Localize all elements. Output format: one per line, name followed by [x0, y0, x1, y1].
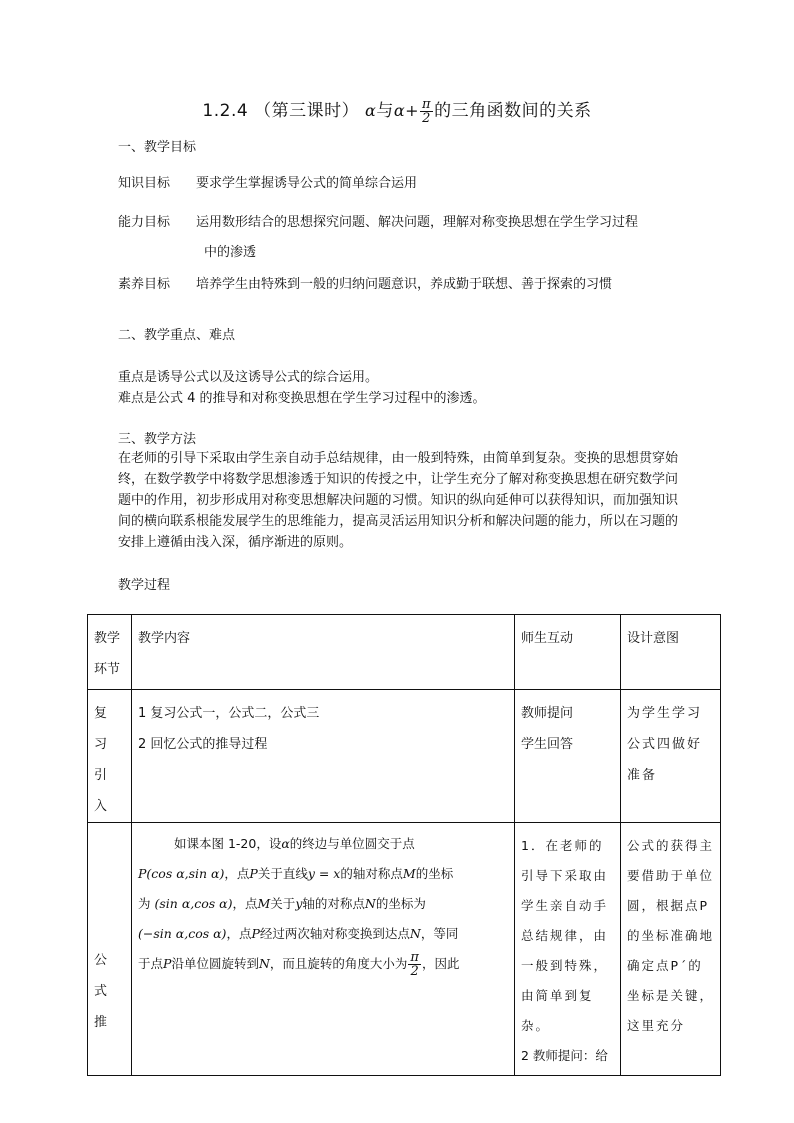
fraction-denominator: 2 — [422, 110, 431, 126]
stage-char: 入 — [94, 799, 108, 814]
derivation-intent: 公式的获得主要借助于单位圆，根据点P的坐标准确地确定点P´的坐标是关键，这里充分 — [627, 838, 715, 1033]
pi-over-two — [408, 951, 421, 978]
text-run: ，点 — [224, 866, 250, 881]
stage-derivation — [88, 823, 131, 1038]
goal-knowledge — [118, 176, 417, 192]
math-var: y — [295, 896, 303, 911]
text-run: ，因此 — [421, 956, 460, 971]
math-var: N — [409, 926, 421, 941]
method-paragraph: 在老师的引导下采取由学生亲自动手总结规律，由一般到特殊，由简单到复杂。变换的思想贯穿始终，在数学教学中将数学思想渗透于知识的传授之中，让学生充分了解对称变换思想在研究数学问题中的作用，初步形成用对称变思想解决问题的习惯。知识的纵向延伸可以获得知识，而加强知识间的横向联系根能发展学生的思维能力，提高灵活运用知识分析和解决问题的能力，所以在习题的安排上遵循由浅入深，循序渐进的原则。 — [118, 451, 678, 550]
review-item-2: 2 回忆公式的推导过程 — [138, 737, 268, 752]
goal-knowledge-label: 知识目标 — [118, 176, 171, 191]
text-run: 的终边与单位圆交于点 — [289, 836, 415, 851]
lesson-title — [0, 96, 794, 125]
title-tail: 的三角函数间的关系 — [434, 101, 592, 121]
text-run: ，而且旋转的角度大小为 — [269, 956, 408, 971]
text-run: 于点 — [138, 956, 164, 971]
math-point-p: P(cos α,sin α) — [138, 866, 225, 881]
header-intent: 设计意图 — [627, 631, 680, 646]
stage-review — [88, 690, 131, 822]
text-run: 的坐标为 — [375, 896, 426, 911]
math-var: N — [364, 896, 376, 911]
stage-char: 公 — [94, 953, 108, 968]
review-content — [132, 690, 514, 764]
header-interaction: 师生互动 — [521, 631, 574, 646]
derivation-content — [132, 823, 514, 979]
goal-literacy — [118, 277, 612, 293]
goal-ability-text: 运用数形结合的思想探究问题、解决问题，理解对称变换思想在学生学习过程 — [196, 215, 639, 230]
goal-ability-label: 能力目标 — [118, 215, 171, 230]
table-row-derivation — [88, 823, 721, 1076]
text-run: 如课本图 1-20，设 — [174, 836, 282, 851]
section-heading-keypoints: 二、教学重点、难点 — [118, 328, 236, 343]
fraction-denominator: 2 — [410, 964, 419, 979]
interaction-teacher: 教师提问 — [521, 706, 574, 721]
table-row-review — [88, 690, 721, 823]
title-alpha-plus: α+ — [393, 101, 420, 120]
derivation-interaction — [515, 823, 620, 1075]
interaction-step-1: 1．在老师的引导下采取由学生亲自动手总结规律，由一般到特殊，由简单到复杂。 — [521, 838, 609, 1033]
goal-ability-text-cont: 中的渗透 — [204, 245, 257, 260]
difficult-point: 难点是公式 4 的推导和对称变换思想在学生学习过程中的渗透。 — [118, 391, 486, 406]
interaction-step-2: 2 教师提问：给 — [521, 1048, 608, 1063]
title-connector: 与 — [376, 101, 394, 121]
text-run: 关于 — [270, 896, 296, 911]
title-fraction — [420, 98, 433, 125]
text-run: 关于直线 — [257, 866, 308, 881]
process-heading: 教学过程 — [118, 578, 171, 593]
text-run: 的坐标 — [415, 866, 454, 881]
math-var: P — [163, 956, 172, 971]
derivation-line-1 — [138, 829, 504, 859]
lesson-session: （第三课时） — [254, 101, 360, 121]
review-item-1: 1 复习公式一，公式二，公式三 — [138, 706, 320, 721]
table-header-row — [88, 615, 721, 690]
text-run: ，点 — [226, 926, 252, 941]
text-run: 的轴对称点 — [340, 866, 403, 881]
stage-char: 复 — [94, 706, 108, 721]
header-content: 教学内容 — [138, 631, 191, 646]
text-run: 轴的对称点 — [302, 896, 365, 911]
derivation-line-5 — [138, 949, 504, 979]
goal-knowledge-text: 要求学生掌握诱导公式的简单综合运用 — [196, 176, 418, 191]
lesson-plan-table — [87, 614, 721, 1076]
math-point-n: (−sin α,cos α) — [138, 926, 227, 941]
text-run: ，点 — [232, 896, 258, 911]
math-point-m: (sin α,cos α) — [154, 896, 233, 911]
stage-char: 推 — [94, 1015, 108, 1030]
stage-char: 引 — [94, 768, 108, 783]
goal-literacy-text: 培养学生由特殊到一般的归纳问题意识，养成勤于联想、善于探索的习惯 — [196, 277, 613, 292]
interaction-student: 学生回答 — [521, 737, 574, 752]
title-alpha: α — [365, 101, 377, 120]
math-var: M — [257, 896, 271, 911]
section-heading-goals: 一、教学目标 — [118, 140, 197, 155]
goal-ability — [118, 215, 638, 231]
text-run: 沿单位圆旋转到 — [171, 956, 259, 971]
section-heading-method: 三、教学方法 — [118, 432, 197, 447]
derivation-line-3 — [138, 889, 504, 919]
stage-char: 习 — [94, 737, 108, 752]
stage-char: 式 — [94, 984, 108, 999]
fraction-numerator: π — [410, 950, 419, 965]
math-var: M — [402, 866, 416, 881]
derivation-line-4 — [138, 919, 504, 949]
header-stage: 教学环节 — [94, 631, 121, 677]
goal-literacy-label: 素养目标 — [118, 277, 171, 292]
math-var: P — [249, 866, 258, 881]
lesson-number: 1.2.4 — [202, 101, 249, 121]
fraction-numerator: π — [422, 96, 432, 112]
text-run: ，等同 — [420, 926, 459, 941]
key-point: 重点是诱导公式以及这诱导公式的综合运用。 — [118, 370, 379, 385]
derivation-line-2 — [138, 859, 504, 889]
math-line: y = x — [307, 866, 341, 881]
math-alpha: α — [281, 836, 290, 851]
review-interaction — [515, 690, 620, 764]
math-var: P — [251, 926, 260, 941]
math-var: N — [258, 956, 270, 971]
text-run: 为 — [138, 896, 151, 911]
review-intent: 为学生学习公式四做好准备 — [627, 706, 703, 783]
text-run: 经过两次轴对称变换到达点 — [259, 926, 410, 941]
